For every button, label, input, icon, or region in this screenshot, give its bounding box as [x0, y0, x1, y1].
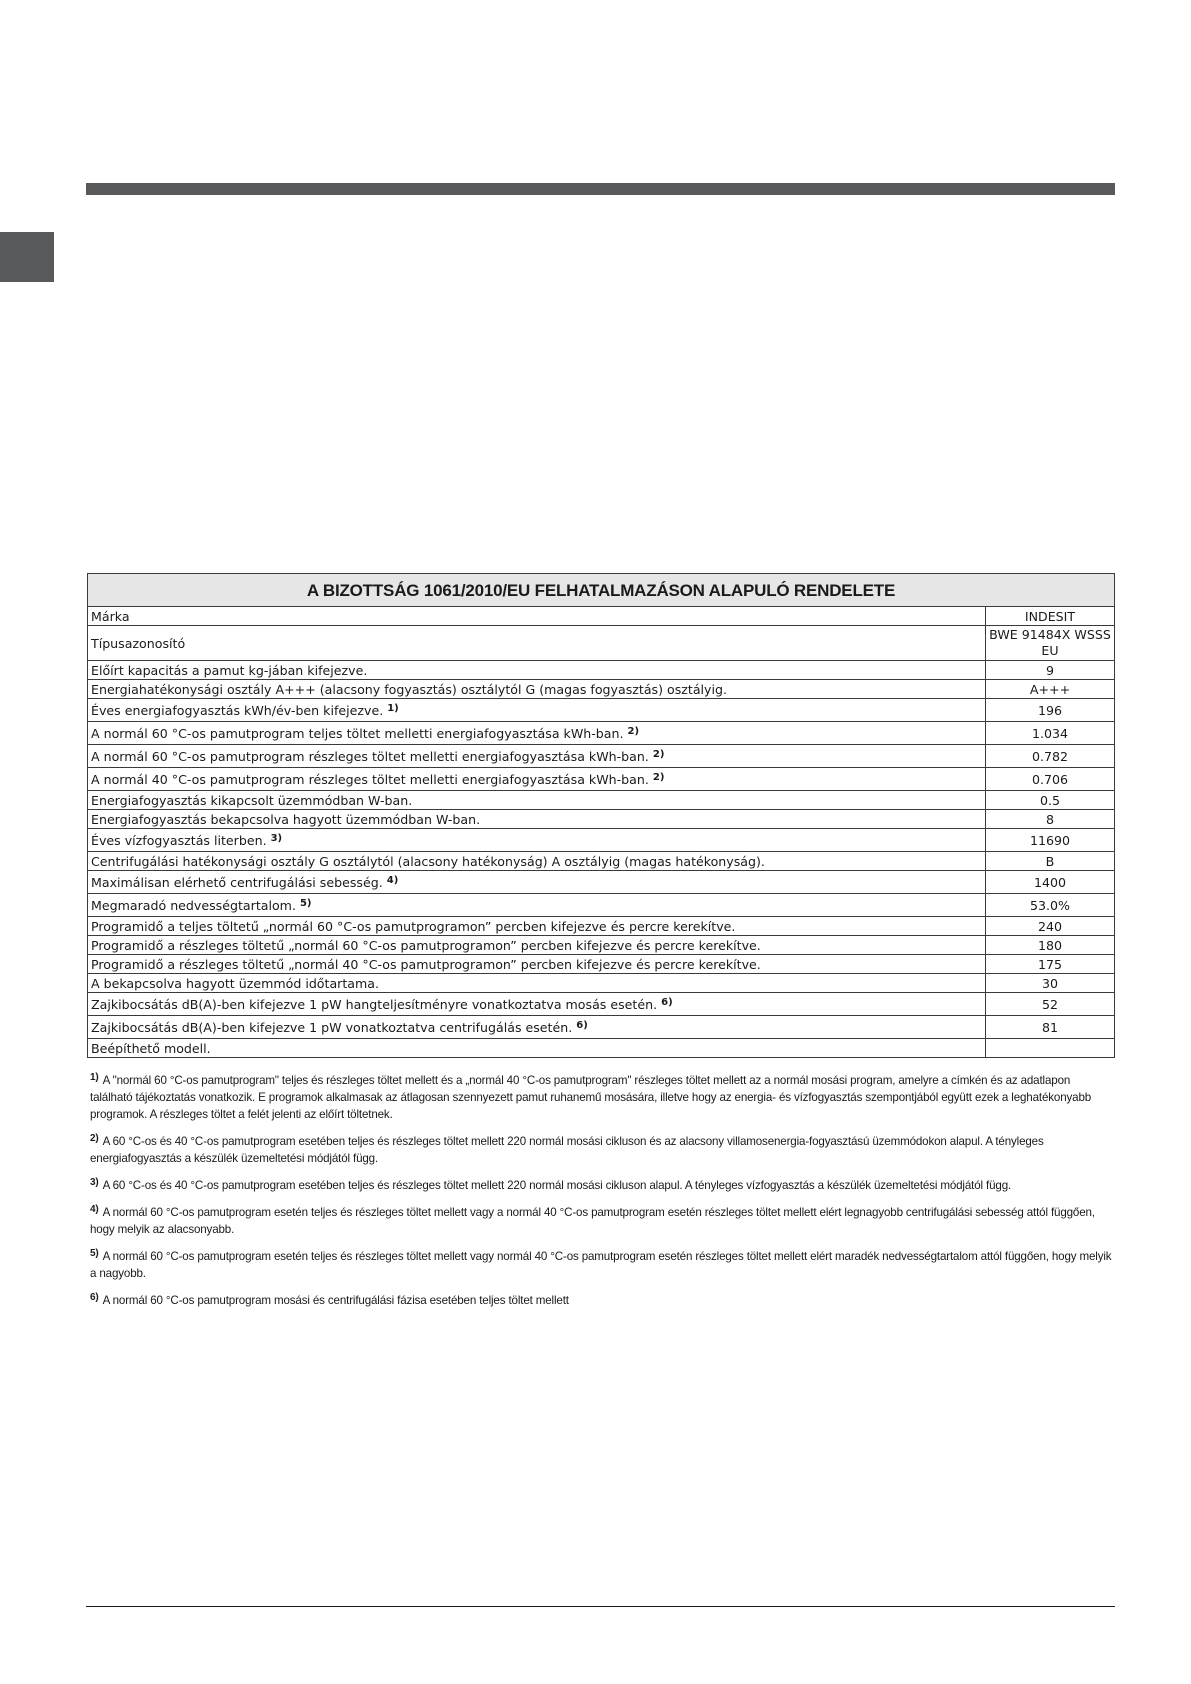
spec-label — [88, 1016, 986, 1039]
spec-label — [88, 993, 986, 1016]
footnote-ref: 2) — [652, 771, 665, 783]
spec-value — [986, 1039, 1115, 1058]
spec-value: INDESIT — [986, 607, 1115, 626]
table-row — [88, 1016, 1115, 1039]
spec-label — [88, 1039, 986, 1058]
spec-label — [88, 810, 986, 829]
table-row — [88, 607, 1115, 626]
spec-value: 8 — [986, 810, 1115, 829]
footnote — [90, 1248, 1115, 1282]
footnote-number: 5) — [90, 1248, 99, 1259]
spec-label — [88, 745, 986, 768]
footer-rule — [86, 1606, 1115, 1607]
footnote-number: 3) — [90, 1177, 99, 1188]
table-row — [88, 680, 1115, 699]
footnote-ref: 3) — [270, 832, 283, 844]
spec-label-text: Zajkibocsátás dB(A)-ben kifejezve 1 pW vonatkoztatva centrifugálás esetén. — [91, 1019, 573, 1035]
table-row — [88, 661, 1115, 680]
spec-label — [88, 852, 986, 871]
table-row — [88, 829, 1115, 852]
table-title: A BIZOTTSÁG 1061/2010/EU FELHATALMAZÁSON ALAPULÓ RENDELETE — [88, 574, 1115, 607]
footnote — [90, 1292, 1115, 1309]
spec-label — [88, 680, 986, 699]
footnote-text: A 60 °C-os és 40 °C-os pamutprogram esetében teljes és részleges töltet mellett 220 normál mosási cikluson és az alacsony villamosenergia-fogyasztású üzemmódokon alapul. A tényleges energiafogyasztás a készülék üzemeltetési módjától függ. — [90, 1135, 1044, 1165]
spec-value: 0.5 — [986, 791, 1115, 810]
spec-value: BWE 91484X WSSS EU — [986, 626, 1115, 661]
spec-label — [88, 722, 986, 745]
table-row — [88, 974, 1115, 993]
spec-value: 52 — [986, 993, 1115, 1016]
spec-value: 81 — [986, 1016, 1115, 1039]
spec-label-text: Maximálisan elérhető centrifugálási sebesség. — [91, 874, 383, 890]
table-row — [88, 936, 1115, 955]
spec-label-text: Centrifugálási hatékonysági osztály G osztálytól (alacsony hatékonyság) A osztályig (magas hatékonyság). — [91, 853, 765, 869]
footnote-ref: 2) — [652, 748, 665, 760]
spec-value: 0.706 — [986, 768, 1115, 791]
spec-value: 1400 — [986, 871, 1115, 894]
spec-label — [88, 768, 986, 791]
footnote-number: 2) — [90, 1133, 99, 1144]
spec-value: 53.0% — [986, 894, 1115, 917]
table-row — [88, 955, 1115, 974]
spec-label-text: A normál 60 °C-os pamutprogram részleges töltet melletti energiafogyasztása kWh-ban. — [91, 748, 649, 764]
footnote-ref: 1) — [387, 702, 399, 714]
footnote-number: 1) — [90, 1072, 99, 1083]
spec-label-text: Programidő a részleges töltetű „normál 40 °C-os pamutprogramon” percben kifejezve és percre kerekítve. — [91, 956, 761, 972]
footnote-text: A 60 °C-os és 40 °C-os pamutprogram esetében teljes és részleges töltet mellett 220 normál mosási cikluson alapul. A tényleges vízfogyasztás a készülék üzemeltetési módjától függ. — [102, 1179, 1012, 1192]
footnote-ref: 4) — [386, 874, 399, 886]
spec-label-text: Márka — [91, 608, 130, 624]
spec-label-text: Zajkibocsátás dB(A)-ben kifejezve 1 pW hangteljesítményre vonatkoztatva mosás esetén. — [91, 996, 658, 1012]
footnote-text: A "normál 60 °C-os pamutprogram" teljes és részleges töltet mellett és a „normál 40 °C-os pamutprogram" részleges töltet mellett az a normál mosási program, amelyre a címkén és az adatlapon található tájékoztatás vonatkozik. E programok alkalmasak az átlagosan szennyezett pamut ruhanemű mosására, illetve hogy az energia- és vízfogyasztás szempontjából együtt ezek a leghatékonyabb programok. A részleges töltet a felét jelenti az előírt töltetnek. — [90, 1074, 1092, 1121]
footnote-ref: 6) — [661, 996, 673, 1008]
spec-label — [88, 974, 986, 993]
footnote-ref: 5) — [299, 897, 312, 909]
spec-label-text: A bekapcsolva hagyott üzemmód időtartama. — [91, 975, 379, 991]
footnote — [90, 1204, 1115, 1238]
spec-label — [88, 699, 986, 722]
spec-label-text: Éves energiafogyasztás kWh/év-ben kifejezve. — [91, 702, 384, 718]
spec-value: 180 — [986, 936, 1115, 955]
spec-label-text: Programidő a részleges töltetű „normál 60 °C-os pamutprogramon” percben kifejezve és percre kerekítve. — [91, 937, 761, 953]
table-row — [88, 745, 1115, 768]
footnote-number: 4) — [90, 1204, 99, 1215]
spec-value: 196 — [986, 699, 1115, 722]
spec-label — [88, 661, 986, 680]
header-rule — [86, 183, 1115, 195]
spec-label-text: Beépíthető modell. — [91, 1040, 211, 1056]
table-row — [88, 871, 1115, 894]
table-row — [88, 852, 1115, 871]
spec-label-text: Energiafogyasztás bekapcsolva hagyott üzemmódban W-ban. — [91, 811, 481, 827]
table-row — [88, 917, 1115, 936]
footnote-text: A normál 60 °C-os pamutprogram esetén teljes és részleges töltet mellett vagy normál 40 °C-os pamutprogram esetén részleges töltet mellett elért maradék nedvességtartalom attól függően, hogy melyik a nagyobb. — [90, 1250, 1112, 1280]
spec-label-text: Előírt kapacitás a pamut kg-jában kifejezve. — [91, 662, 368, 678]
spec-label — [88, 791, 986, 810]
spec-label — [88, 607, 986, 626]
footnotes — [90, 1072, 1115, 1319]
table-row — [88, 699, 1115, 722]
spec-value: 11690 — [986, 829, 1115, 852]
table-row — [88, 722, 1115, 745]
spec-label-text: Energiahatékonysági osztály A+++ (alacsony fogyasztás) osztálytól G (magas fogyasztás) osztályig. — [91, 681, 727, 697]
spec-label — [88, 955, 986, 974]
spec-label — [88, 829, 986, 852]
footnote-number: 6) — [90, 1292, 99, 1303]
table-row — [88, 894, 1115, 917]
spec-label-text: Típusazonosító — [91, 635, 186, 651]
spec-value: 175 — [986, 955, 1115, 974]
footnote-ref: 6) — [576, 1019, 588, 1031]
footnote-ref: 2) — [627, 725, 640, 737]
spec-label-text: A normál 40 °C-os pamutprogram részleges töltet melletti energiafogyasztása kWh-ban. — [91, 771, 649, 787]
spec-label — [88, 626, 986, 661]
energy-label-table — [87, 573, 1115, 1058]
footnote — [90, 1133, 1115, 1167]
spec-label-text: Energiafogyasztás kikapcsolt üzemmódban W-ban. — [91, 792, 413, 808]
table-row — [88, 626, 1115, 661]
spec-label-text: Megmaradó nedvességtartalom. — [91, 897, 296, 913]
spec-label — [88, 917, 986, 936]
table-row — [88, 1039, 1115, 1058]
spec-label-text: Éves vízfogyasztás literben. — [91, 832, 267, 848]
table-row — [88, 791, 1115, 810]
spec-label — [88, 936, 986, 955]
footnote — [90, 1177, 1115, 1194]
spec-value: 1.034 — [986, 722, 1115, 745]
table-row — [88, 768, 1115, 791]
spec-label-text: A normál 60 °C-os pamutprogram teljes töltet melletti energiafogyasztása kWh-ban. — [91, 725, 624, 741]
spec-value: 0.782 — [986, 745, 1115, 768]
spec-label-text: Programidő a teljes töltetű „normál 60 °C-os pamutprogramon” percben kifejezve és percre kerekítve. — [91, 918, 736, 934]
table-row — [88, 993, 1115, 1016]
spec-value: 240 — [986, 917, 1115, 936]
footnote-text: A normál 60 °C-os pamutprogram esetén teljes és részleges töltet mellett vagy a normál 40 °C-os pamutprogram esetén részleges töltet mellett elért legnagyobb centrifugálási sebesség attól függően, hogy melyik az alacsonyabb. — [90, 1206, 1095, 1236]
spec-label — [88, 894, 986, 917]
spec-value: A+++ — [986, 680, 1115, 699]
language-tab-marker — [0, 232, 54, 282]
spec-value: B — [986, 852, 1115, 871]
footnote-text: A normál 60 °C-os pamutprogram mosási és centrifugálási fázisa esetében teljes töltet mellett — [102, 1294, 569, 1307]
spec-value: 30 — [986, 974, 1115, 993]
table-row — [88, 810, 1115, 829]
spec-label — [88, 871, 986, 894]
footnote — [90, 1072, 1115, 1123]
spec-value: 9 — [986, 661, 1115, 680]
